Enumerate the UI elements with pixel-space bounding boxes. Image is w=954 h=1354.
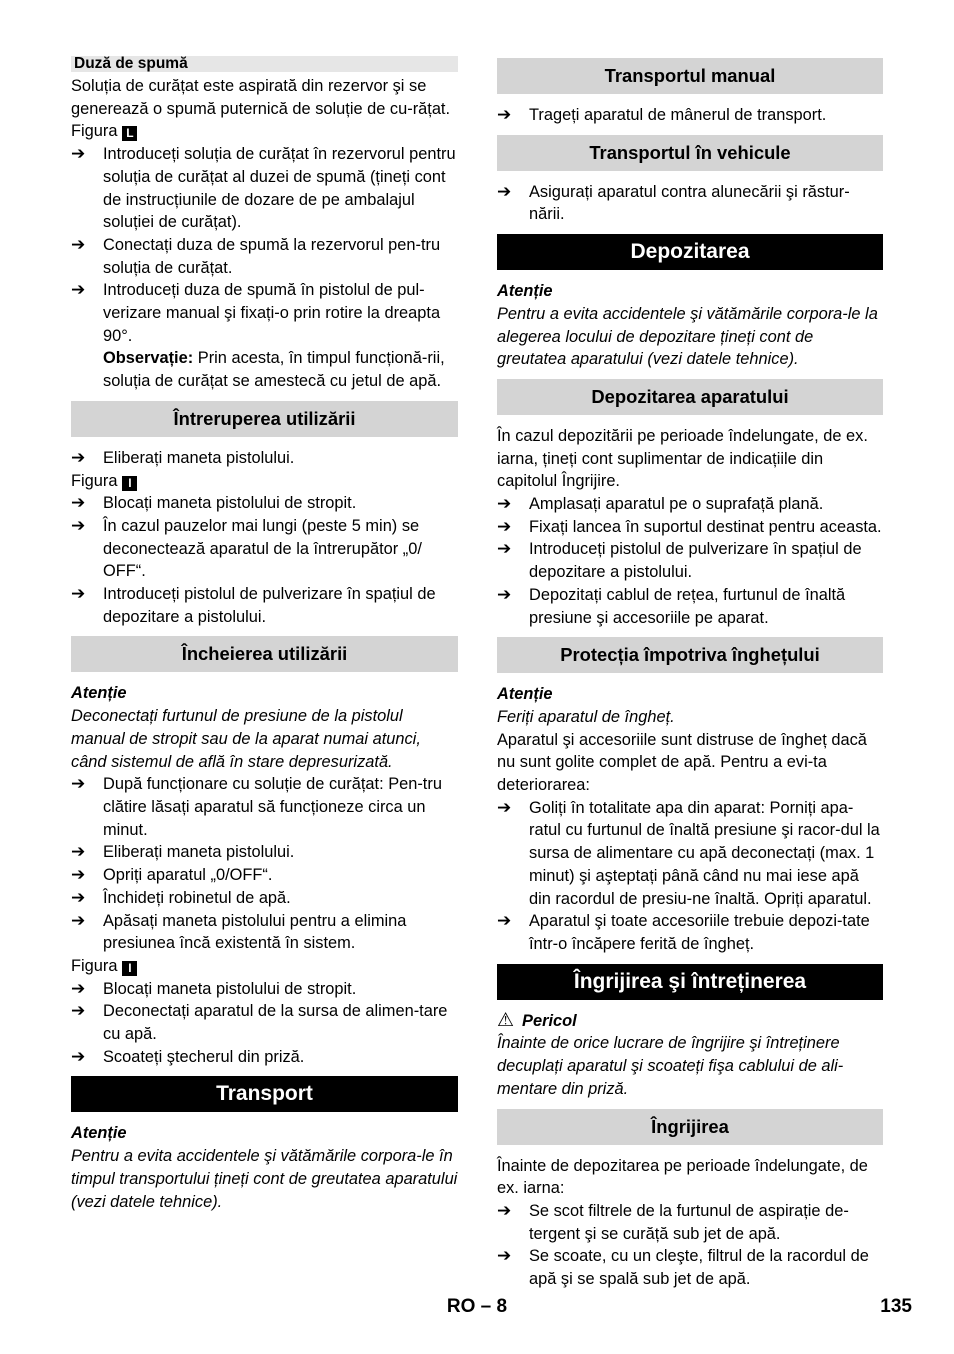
list-item: ➔ Se scoate, cu un cleşte, filtrul de la racordul de apă şi se spală sub jet de apă.	[497, 1245, 883, 1290]
figure-ref-I	[71, 955, 458, 978]
list-item: ➔ Introduceți soluția de curățat în rezervorul pentru soluția de curățat al duzei de spumă (țineți cont de instrucțiunile de dozare de pe ambalajul soluției de curățat).	[71, 143, 458, 234]
list-item: ➔ Aparatul şi toate accesoriile trebuie depozi-tate într-o încăpere ferită de îngheț.	[497, 910, 883, 955]
figure-label: Figura	[71, 471, 118, 490]
care-paragraph: Înainte de depozitarea pe perioade îndelungate, de ex. iarna:	[497, 1156, 868, 1198]
list-item: ➔ Introduceți pistolul de pulverizare în spațiul de depozitare a pistolului.	[497, 538, 883, 583]
arrow-icon: ➔	[497, 797, 512, 817]
foam-note	[71, 347, 458, 392]
arrow-icon: ➔	[71, 280, 86, 300]
list-item: ➔ Introduceți duza de spumă în pistolul de pul-verizare manual şi fixați-o prin rotire la dreapta 90°.	[71, 279, 458, 347]
list-item: ➔ Introduceți pistolul de pulverizare în spațiul de depozitare a pistolului.	[71, 583, 458, 628]
left-column	[71, 56, 458, 1213]
list-item: ➔ Asigurați aparatul contra alunecării şi răstur-nării.	[497, 181, 883, 226]
list-item: ➔ După funcționare cu soluție de curățat: Pen-tru clătire lăsați aparatul să funcționeze circa un minut.	[71, 773, 458, 841]
attention-label: Atenție	[71, 684, 127, 703]
list-item: ➔ Goliți în totalitate apa din aparat: Porniți apa-ratul cu furtunul de înaltă presiune şi racor-dul la sursa de alimentare cu apă deconectați (max. 1 minut) şi aşteptați până când nu mai iese apă din racordul de presiu-ne înaltă. Opriți aparatul.	[497, 797, 883, 911]
figure-letter-I: I	[122, 961, 137, 976]
list-item: ➔ Amplasați aparatul pe o suprafață plană.	[497, 493, 883, 516]
list-item: ➔ Se scot filtrele de la furtunul de aspirație de-tergent şi se curăță sub jet de apă.	[497, 1200, 883, 1245]
list-item: ➔ Trageți aparatul de mânerul de transport.	[497, 104, 883, 127]
arrow-icon: ➔	[497, 181, 512, 201]
arrow-icon: ➔	[497, 1200, 512, 1220]
care-heading: Îngrijirea	[497, 1109, 883, 1145]
arrow-icon: ➔	[71, 584, 86, 604]
figure-letter-I: I	[122, 476, 137, 491]
list-item: ➔ Apăsați maneta pistolului pentru a elimina presiunea încă existentă în sistem.	[71, 910, 458, 955]
list-item: ➔ Blocați maneta pistolului de stropit.	[71, 492, 458, 515]
arrow-icon: ➔	[497, 1246, 512, 1266]
transport-heading: Transport	[71, 1076, 458, 1112]
foam-nozzle-heading: Duză de spumă	[71, 56, 458, 72]
figure-letter-L: L	[122, 126, 137, 141]
list-item: ➔ Depozitați cablul de rețea, furtunul de înaltă presiune şi accesoriile pe aparat.	[497, 584, 883, 629]
interrupt-heading: Întreruperea utilizării	[71, 401, 458, 437]
attention-text: Pentru a evita accidentele şi vătămările corpora-le în timpul transportului țineți cont de greutatea aparatului (vezi datele tehnice).	[71, 1147, 458, 1211]
danger-label: Pericol	[522, 1011, 577, 1030]
danger-text: Înainte de orice lucrare de îngrijire şi întreținere decuplați aparatul şi scoateți fişa cablului de ali-mentare din priză.	[497, 1034, 844, 1098]
list-item: ➔ Fixați lancea în suportul destinat pentru aceasta.	[497, 516, 883, 539]
list-item: ➔ Eliberați maneta pistolului.	[71, 447, 458, 470]
list-item: ➔ În cazul pauzelor mai lungi (peste 5 min) se deconectează aparatul de la întrerupător „0/ OFF“.	[71, 515, 458, 583]
list-item: ➔ Opriți aparatul „0/OFF“.	[71, 864, 458, 887]
frost-protection-heading: Protecția împotriva înghețului	[497, 637, 883, 673]
attention-text: Deconectați furtunul de presiune de la pistolul manual de stropit sau de la aparat numai atunci, când sistemul de află în stare depresurizată.	[71, 707, 421, 771]
arrow-icon: ➔	[71, 887, 86, 907]
arrow-icon: ➔	[71, 865, 86, 885]
arrow-icon: ➔	[497, 911, 512, 931]
right-column	[497, 56, 883, 1291]
arrow-icon: ➔	[71, 234, 86, 254]
arrow-icon: ➔	[71, 447, 86, 467]
figure-ref-L	[71, 120, 458, 143]
device-storage-paragraph: În cazul depozitării pe perioade îndelungate, de ex. iarna, țineți cont suplimentar de indicațiile din capitolul Îngrijire.	[497, 426, 868, 491]
arrow-icon: ➔	[71, 493, 86, 513]
list-item: ➔ Deconectați aparatul de la sursa de alimen-tare cu apă.	[71, 1000, 458, 1045]
arrow-icon: ➔	[71, 144, 86, 164]
attention-text: Pentru a evita accidentele şi vătămările corpora-le la alegerea locului de depozitare țineți cont de greutatea aparatului (vezi datele tehnice).	[497, 304, 878, 369]
attention-label: Atenție	[497, 685, 553, 704]
list-item: ➔ Scoateți ştecherul din priză.	[71, 1046, 458, 1069]
note-text: Prin acesta, în timpul funcționă-rii, soluția de curățat se amestecă cu jetul de apă.	[103, 349, 445, 391]
warning-triangle-icon: ⚠	[497, 1009, 515, 1031]
arrow-icon: ➔	[71, 1001, 86, 1021]
list-item: ➔ Conectați duza de spumă la rezervorul pen-tru soluția de curățat.	[71, 234, 458, 279]
list-item: ➔ Eliberați maneta pistolului.	[71, 841, 458, 864]
arrow-icon: ➔	[497, 105, 512, 124]
figure-ref-I	[71, 470, 458, 493]
page-number: 135	[880, 1296, 912, 1317]
arrow-icon: ➔	[71, 910, 86, 930]
arrow-icon: ➔	[497, 584, 512, 604]
manual-transport-heading: Transportul manual	[497, 58, 883, 94]
note-label: Observație:	[103, 349, 194, 368]
arrow-icon: ➔	[497, 516, 512, 536]
care-maintenance-heading: Îngrijirea şi întreținerea	[497, 964, 883, 1000]
attention-label: Atenție	[497, 282, 553, 301]
storage-heading: Depozitarea	[497, 234, 883, 270]
device-storage-heading: Depozitarea aparatului	[497, 379, 883, 415]
list-item: ➔ Blocați maneta pistolului de stropit.	[71, 978, 458, 1001]
foam-paragraph: Soluția de curățat este aspirată din rezervor şi se generează o spumă puternică de soluție de cu-rățat.	[71, 77, 451, 118]
figure-label: Figura	[71, 956, 118, 975]
arrow-icon: ➔	[497, 539, 512, 559]
arrow-icon: ➔	[497, 494, 512, 514]
frost-paragraph: Aparatul şi accesoriile sunt distruse de îngheț dacă nu sunt golite complet de apă. Pentru a evi-ta deteriorarea:	[497, 730, 867, 795]
arrow-icon: ➔	[71, 515, 86, 535]
vehicle-transport-heading: Transportul în vehicule	[497, 135, 883, 171]
arrow-icon: ➔	[71, 842, 86, 862]
attention-text: Feriți aparatul de îngheț.	[497, 707, 675, 726]
arrow-icon: ➔	[71, 774, 86, 794]
attention-label: Atenție	[71, 1124, 127, 1143]
arrow-icon: ➔	[71, 1046, 86, 1066]
figure-label: Figura	[71, 122, 118, 141]
footer-section-label: RO – 8	[446, 1296, 508, 1317]
list-item: ➔ Închideți robinetul de apă.	[71, 887, 458, 910]
end-usage-heading: Încheierea utilizării	[71, 636, 458, 672]
arrow-icon: ➔	[71, 978, 86, 998]
danger-label-line	[497, 1010, 883, 1033]
